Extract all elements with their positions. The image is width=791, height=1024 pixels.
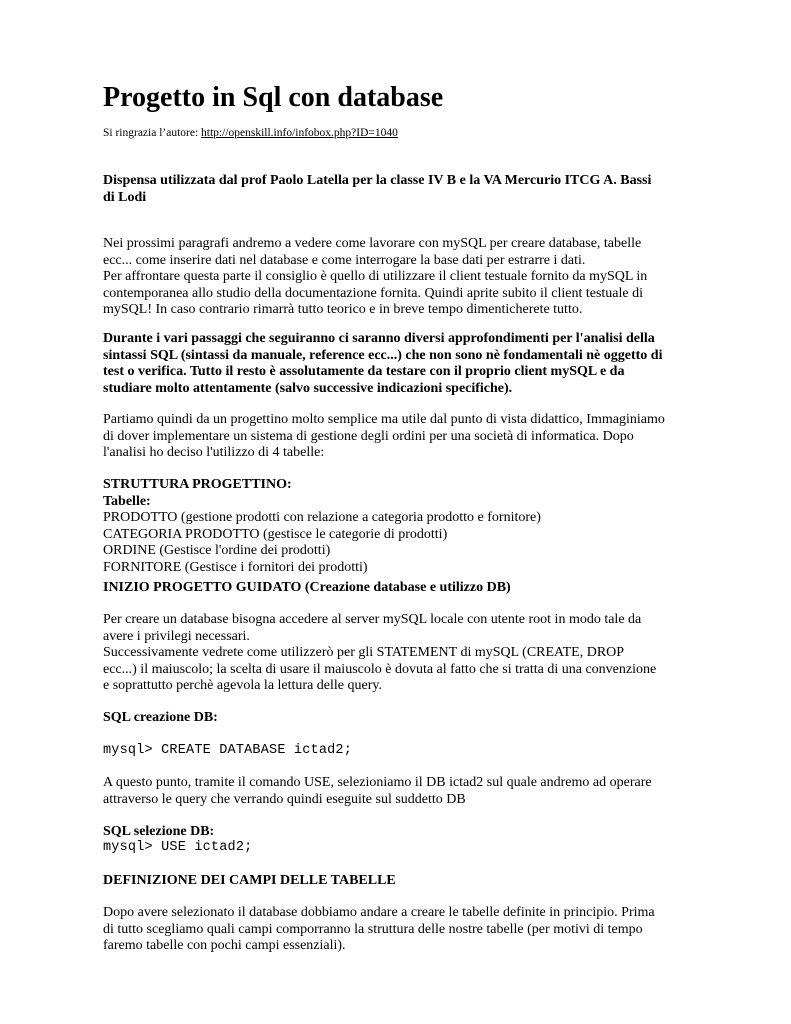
select-db-heading: SQL selezione DB: <box>103 824 215 839</box>
author-link[interactable]: http://openskill.info/infobox.php?ID=1040 <box>201 127 398 139</box>
subtitle: Dispensa utilizzata dal prof Paolo Latella per la classe IV B e la VA Mercurio ITCG A. Bassi di Lodi <box>103 173 652 205</box>
table-item-categoria: CATEGORIA PRODOTTO (gestisce le categorie di prodotti) <box>103 526 448 542</box>
create-db-code: mysql> CREATE DATABASE ictad2; <box>103 743 353 758</box>
select-db-code: mysql> USE ictad2; <box>103 840 253 855</box>
thanks-prefix: Si ringrazia l’autore: <box>103 127 202 139</box>
project-intro-paragraph: Partiamo quindi da un progettino molto semplice ma utile dal punto di vista didattico, Immaginiamo di dover implementare un sistema di gestione degli ordini per una società di informatica. Dopo l'analisi ho deciso l'utilizzo di 4 tabelle: <box>103 412 665 461</box>
structure-heading: STRUTTURA PROGETTINO: <box>103 477 292 492</box>
warning-paragraph: Durante i vari passaggi che seguiranno ci saranno diversi approfondimenti per l'analisi della sintassi SQL (sintassi da manuale, reference ecc...) che non sono nè fondamentali nè oggetto di test o verifica. Tutto il resto è assolutamente da testare con il proprio client mySQL e da studiare molto attentamente (salvo successive indicazioni specifiche). <box>103 331 663 396</box>
table-item-fornitore: FORNITORE (Gestisce i fornitori dei prodotti) <box>103 559 368 575</box>
structure-section <box>103 477 701 577</box>
fields-paragraph: Dopo avere selezionato il database dobbiamo andare a creare le tabelle definite in principio. Prima di tutto scegliamo quali campi comporranno la struttura delle nostre tabelle (per motivi di tempo faremo tabelle con pochi campi essenziali). <box>103 905 655 954</box>
thanks-line <box>103 126 701 140</box>
intro-paragraph: Nei prossimi paragrafi andremo a vedere come lavorare con mySQL per creare database, tabelle ecc... come inserire dati nel database e come interrogare la base dati per estrarre i dati. Per affrontare questa parte il consiglio è quello di utilizzare il client testuale fornito da mySQL in contemporanea allo studio della documentazione fornita. Quindi aprite subito il client testuale di mySQL! In caso contrario rimarrà tutto teorico e in breve tempo dimenticherete tutto. <box>103 236 648 318</box>
tables-label: Tabelle: <box>103 493 151 509</box>
guided-heading: INIZIO PROGETTO GUIDATO (Creazione database e utilizzo DB) <box>103 580 511 595</box>
create-db-after: A questo punto, tramite il comando USE, selezioniamo il DB ictad2 sul quale andremo ad operare attraverso le query che verrando quindi eseguite sul suddetto DB <box>103 775 652 807</box>
guided-paragraph: Per creare un database bisogna accedere al server mySQL locale con utente root in modo tale da avere i privilegi necessari. Successivamente vedrete come utilizzerò per gli STATEMENT di mySQL (CREATE, DROP ecc...) il maiuscolo; la scelta di usare il maiuscolo è dovuta al fatto che si tratta di una convenzione e soprattutto perchè agevola la lettura delle query. <box>103 612 657 694</box>
page-title: Progetto in Sql con database <box>103 82 444 113</box>
table-item-ordine: ORDINE (Gestisce l'ordine dei prodotti) <box>103 543 331 559</box>
create-db-heading: SQL creazione DB: <box>103 710 218 725</box>
table-item-prodotto: PRODOTTO (gestione prodotti con relazione a categoria prodotto e fornitore) <box>103 510 541 526</box>
fields-heading: DEFINIZIONE DEI CAMPI DELLE TABELLE <box>103 873 396 888</box>
